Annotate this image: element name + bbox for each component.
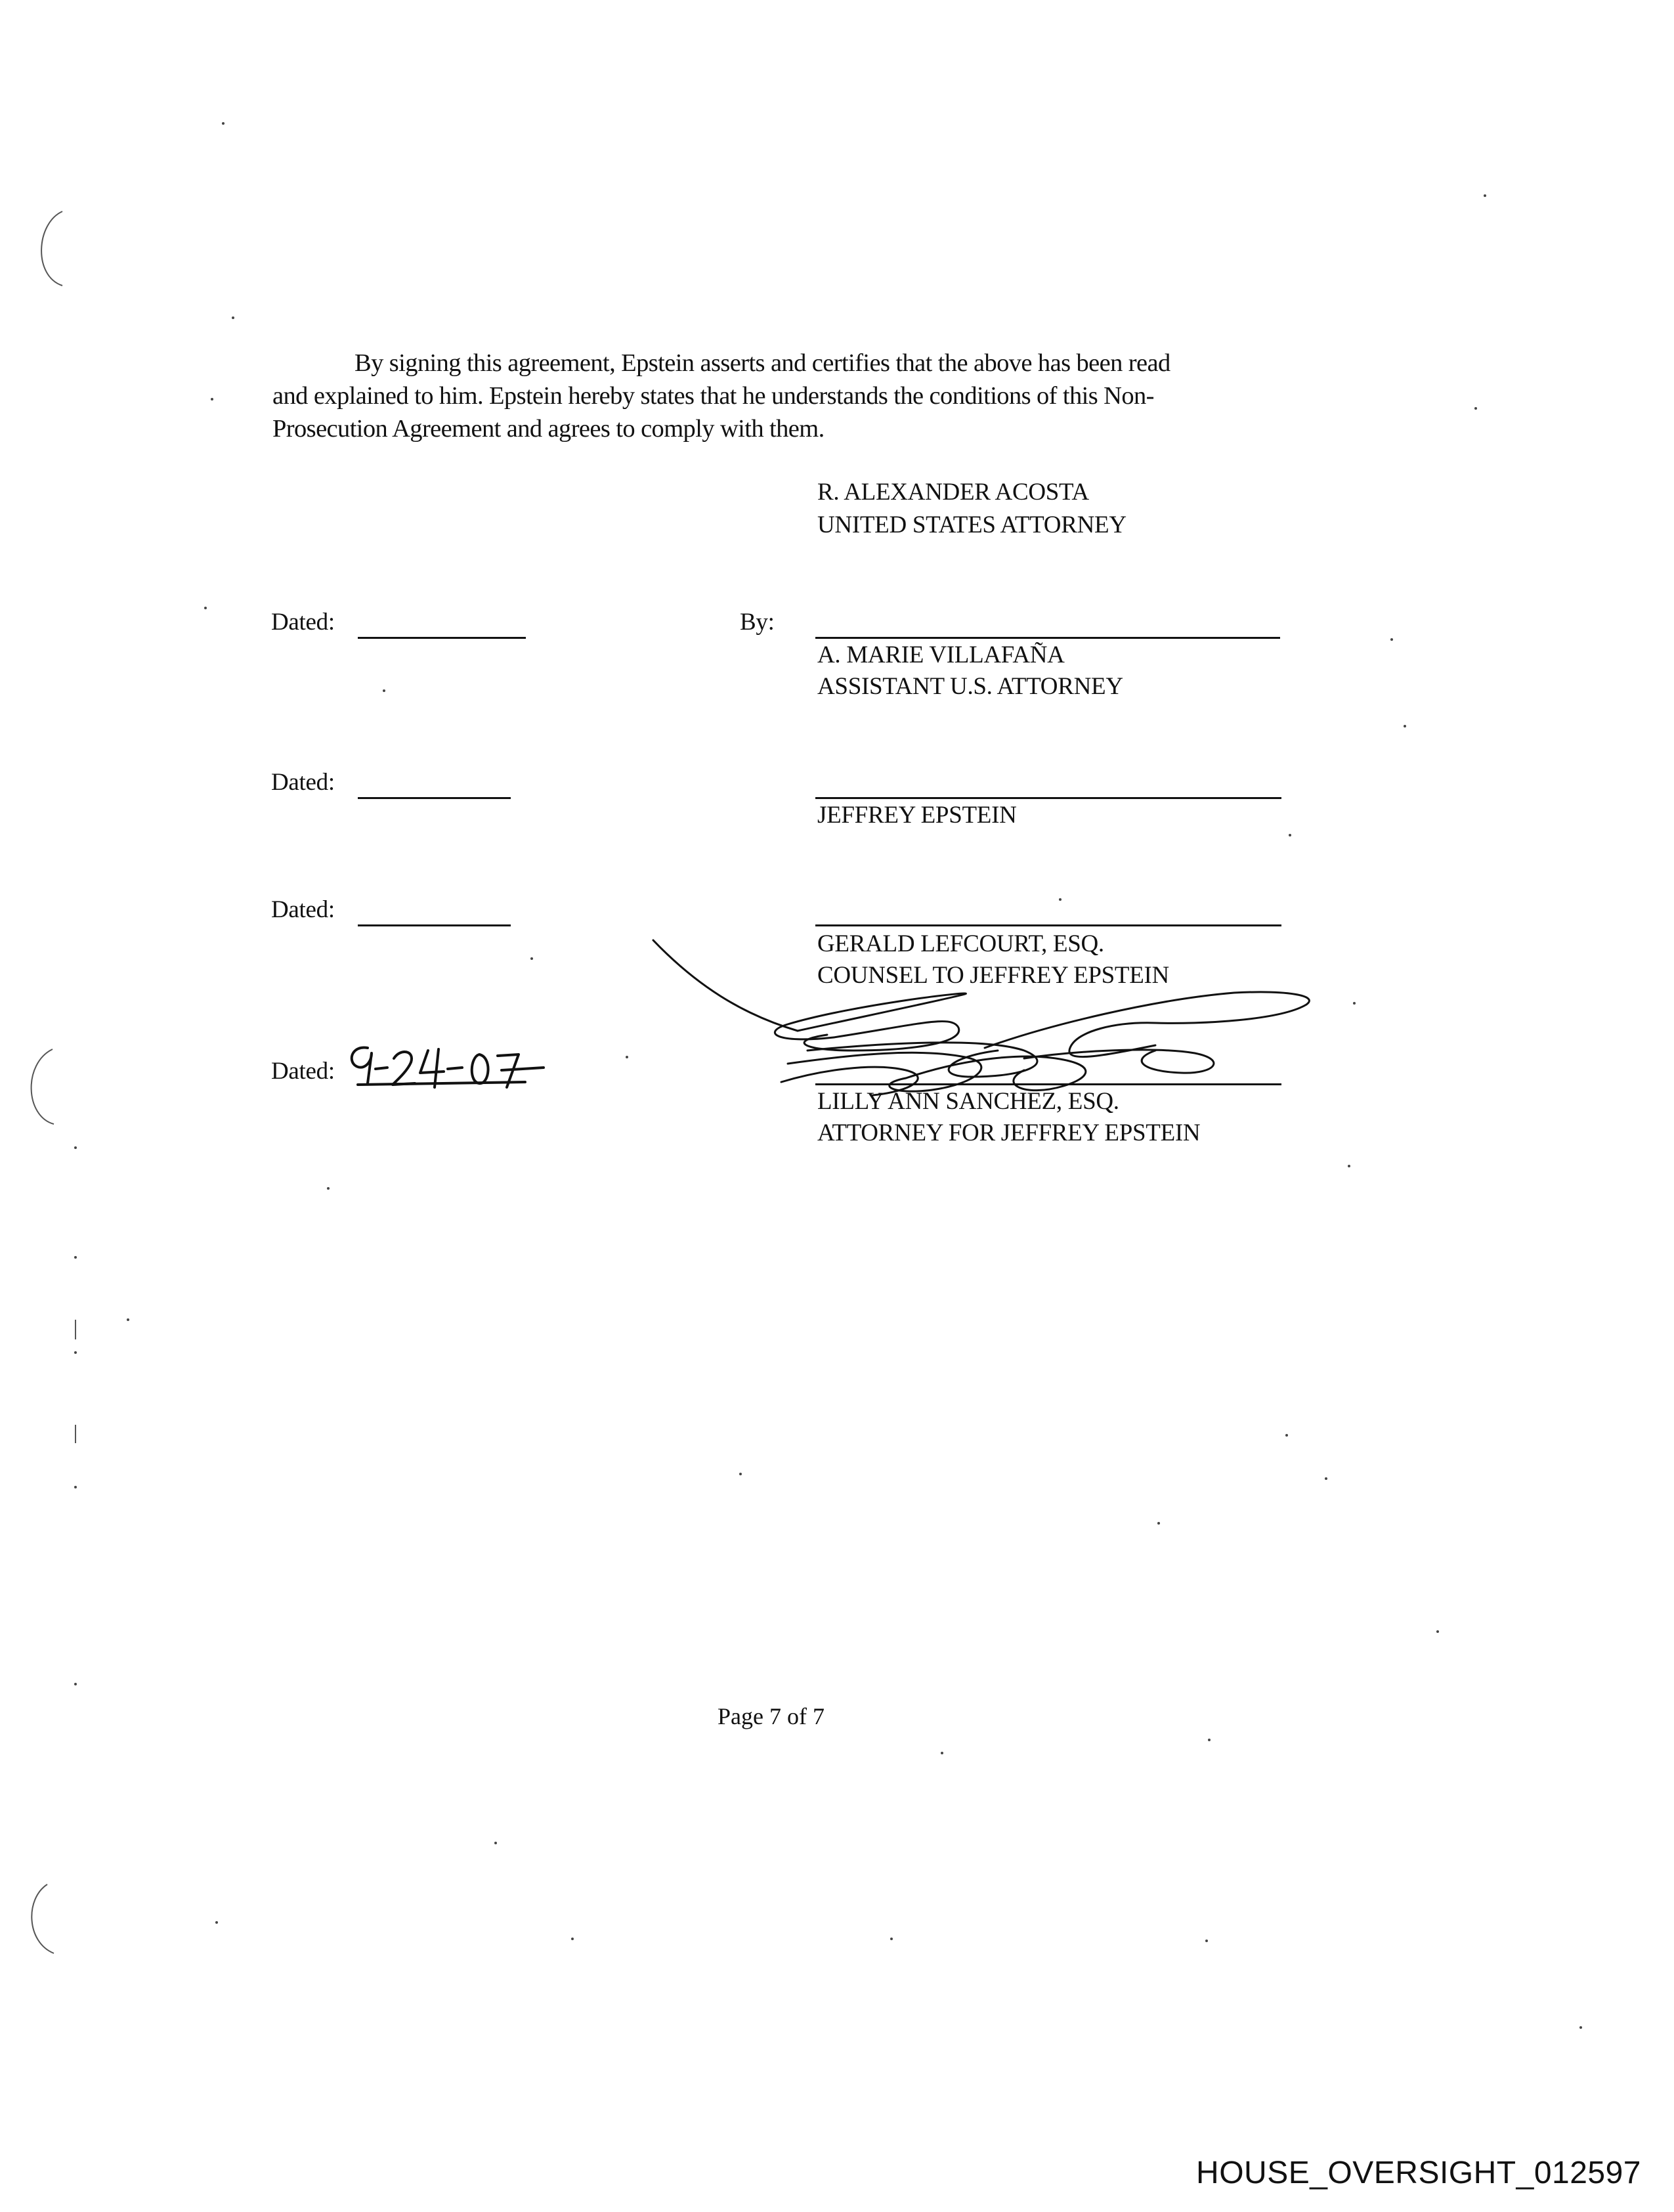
signatory-title-sanchez: ATTORNEY FOR JEFFREY EPSTEIN [817, 1119, 1201, 1146]
margin-marks [32, 211, 75, 1953]
signatory-name-lefcourt: GERALD LEFCOURT, ESQ. [817, 930, 1104, 957]
date-line-1 [358, 637, 526, 639]
dated-label-2: Dated: [271, 769, 335, 796]
page-number: Page 7 of 7 [718, 1703, 825, 1729]
date-line-2 [358, 797, 511, 799]
signatory-name-villafana: A. MARIE VILLAFAÑA [817, 641, 1065, 668]
signature-line-lefcourt [815, 924, 1281, 926]
signatory-name-epstein: JEFFREY EPSTEIN [817, 802, 1017, 829]
us-attorney-name: R. ALEXANDER ACOSTA [817, 479, 1089, 506]
us-attorney-title: UNITED STATES ATTORNEY [817, 511, 1127, 538]
paragraph-line-3: Prosecution Agreement and agrees to comply with them. [272, 415, 825, 443]
dated-label-3: Dated: [271, 896, 335, 923]
signatory-title-lefcourt: COUNSEL TO JEFFREY EPSTEIN [817, 962, 1169, 989]
dated-label-4: Dated: [271, 1058, 335, 1085]
signature-line-villafana [815, 637, 1280, 639]
by-label: By: [740, 609, 775, 636]
dated-label-1: Dated: [271, 609, 335, 636]
signature-line-epstein [815, 797, 1281, 799]
signatory-name-sanchez: LILLY ANN SANCHEZ, ESQ. [817, 1088, 1119, 1115]
date-line-3 [358, 924, 511, 926]
handwritten-date [352, 1047, 544, 1087]
paragraph-line-2: and explained to him. Epstein hereby states that he understands the conditions of this Non- [272, 382, 1154, 410]
signatory-title-villafana: ASSISTANT U.S. ATTORNEY [817, 673, 1123, 700]
bates-stamp: HOUSE_OVERSIGHT_012597 [1196, 2156, 1641, 2190]
certification-paragraph [272, 347, 1287, 445]
signature-line-sanchez [815, 1083, 1281, 1085]
paragraph-line-1: By signing this agreement, Epstein asserts and certifies that the above has been read [354, 349, 1170, 377]
